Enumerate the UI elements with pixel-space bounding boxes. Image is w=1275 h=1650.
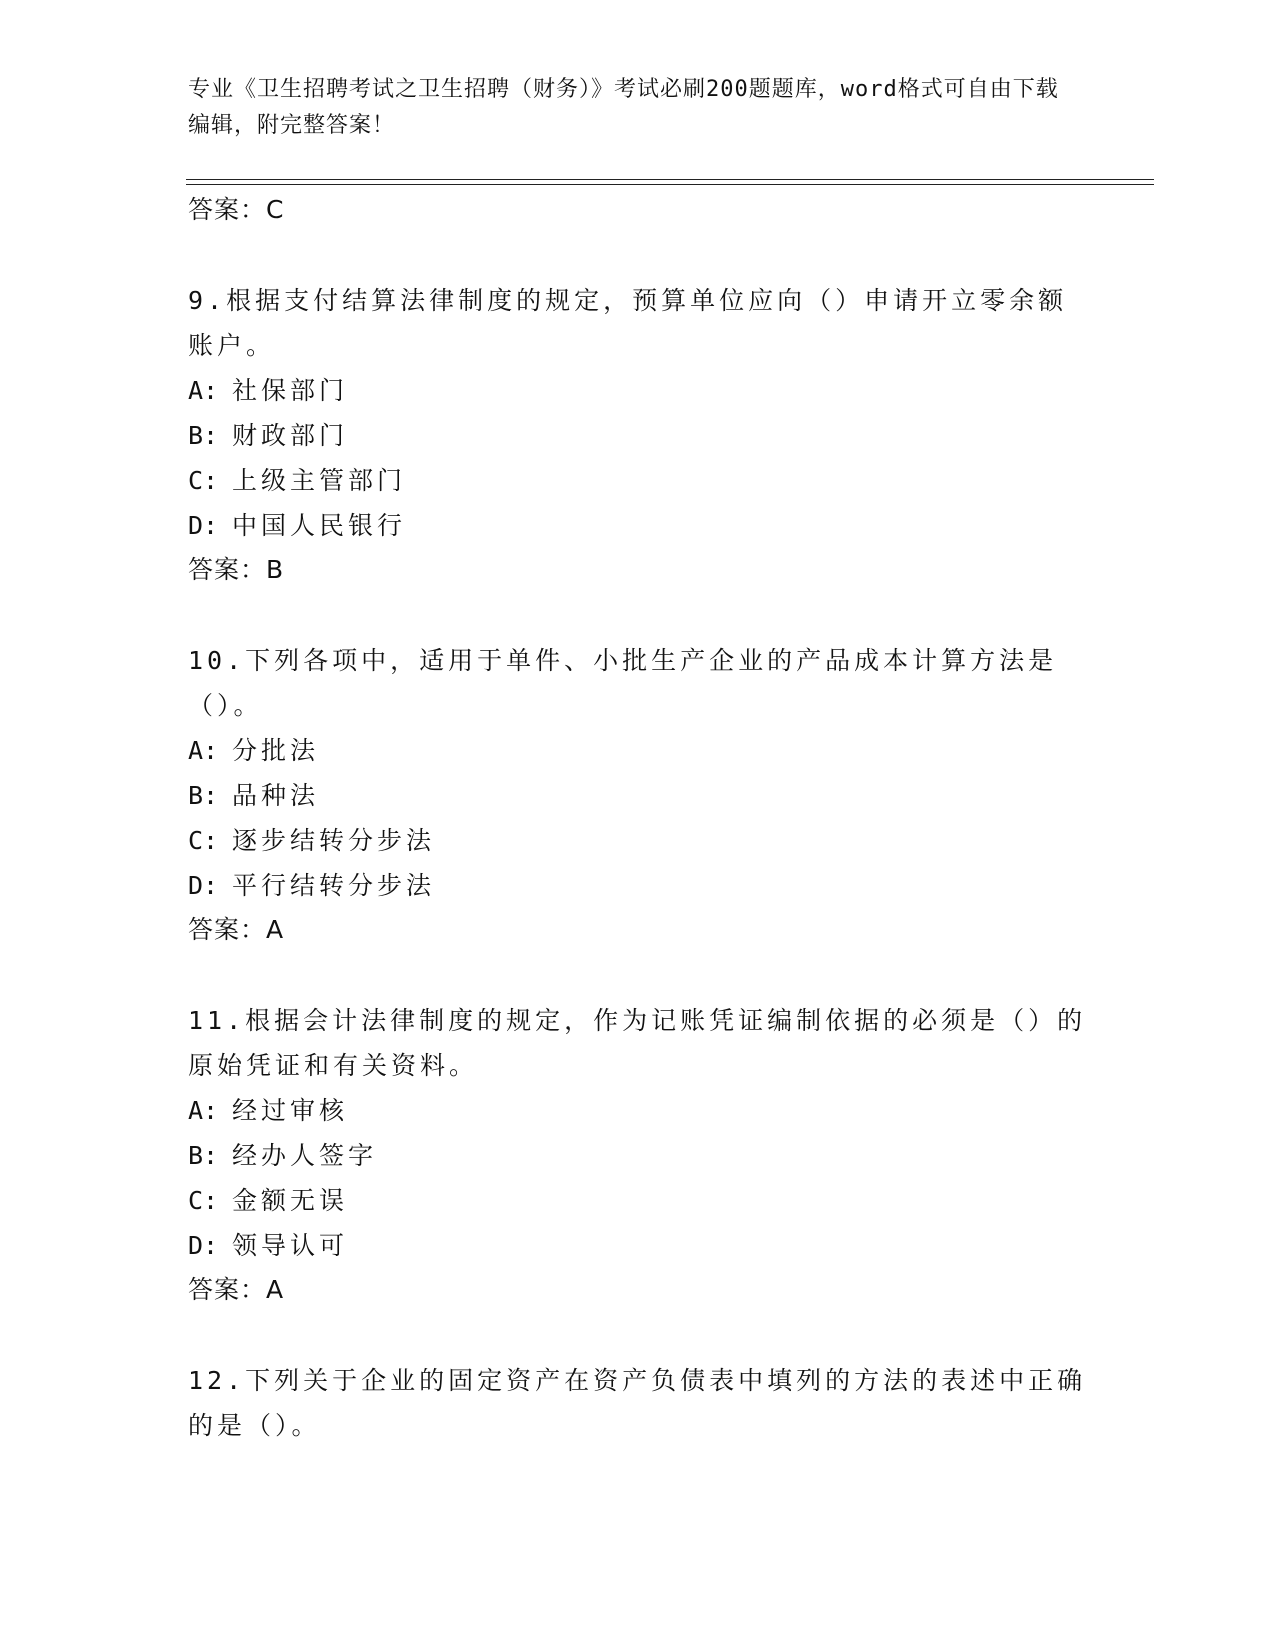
option-text: 品种法 (232, 781, 320, 810)
option-text: 金额无误 (232, 1186, 349, 1215)
option-a (188, 1088, 1088, 1133)
option-letter: D: (188, 511, 219, 540)
option-text: 经办人签字 (232, 1141, 378, 1170)
question-10 (188, 638, 1088, 952)
option-c (188, 1178, 1088, 1223)
option-letter: A: (188, 1096, 219, 1125)
option-c (188, 818, 1088, 863)
question-12 (188, 1358, 1088, 1448)
previous-answer: 答案：C (188, 195, 285, 224)
option-letter: C: (188, 1186, 219, 1215)
document-body (188, 188, 1088, 1448)
option-text: 财政部门 (232, 421, 349, 450)
option-letter: A: (188, 376, 219, 405)
question-answer: 答案：A (188, 1275, 285, 1304)
option-letter: B: (188, 421, 219, 450)
option-letter: D: (188, 1231, 219, 1260)
option-text: 社保部门 (232, 376, 349, 405)
option-text: 中国人民银行 (232, 511, 407, 540)
option-d (188, 1223, 1088, 1268)
option-a (188, 368, 1088, 413)
option-letter: C: (188, 466, 219, 495)
question-9 (188, 278, 1088, 592)
question-stem: 9.根据支付结算法律制度的规定，预算单位应向（）申请开立零余额账户。 (188, 286, 1068, 360)
option-b (188, 773, 1088, 818)
option-letter: C: (188, 826, 219, 855)
question-stem: 12.下列关于企业的固定资产在资产负债表中填列的方法的表述中正确的是（）。 (188, 1366, 1087, 1440)
option-a (188, 728, 1088, 773)
question-stem: 11.根据会计法律制度的规定，作为记账凭证编制依据的必须是（）的原始凭证和有关资料。 (188, 1006, 1087, 1080)
question-answer: 答案：A (188, 915, 285, 944)
option-text: 逐步结转分步法 (232, 826, 436, 855)
option-d (188, 863, 1088, 908)
option-text: 上级主管部门 (232, 466, 407, 495)
option-letter: B: (188, 1141, 219, 1170)
option-letter: B: (188, 781, 219, 810)
option-text: 领导认可 (232, 1231, 349, 1260)
option-d (188, 503, 1088, 548)
question-11 (188, 998, 1088, 1312)
option-text: 分批法 (232, 736, 320, 765)
option-letter: A: (188, 736, 219, 765)
document-header: 专业《卫生招聘考试之卫生招聘（财务）》考试必刷200题题库，word格式可自由下载编辑，附完整答案！ (188, 77, 1059, 138)
option-b (188, 413, 1088, 458)
option-text: 经过审核 (232, 1096, 349, 1125)
option-text: 平行结转分步法 (232, 871, 436, 900)
question-answer: 答案：B (188, 555, 285, 584)
option-letter: D: (188, 871, 219, 900)
question-stem: 10.下列各项中，适用于单件、小批生产企业的产品成本计算方法是（）。 (188, 646, 1058, 720)
header-rule-bottom (186, 184, 1154, 185)
option-b (188, 1133, 1088, 1178)
header-rule-top (186, 179, 1154, 180)
option-c (188, 458, 1088, 503)
